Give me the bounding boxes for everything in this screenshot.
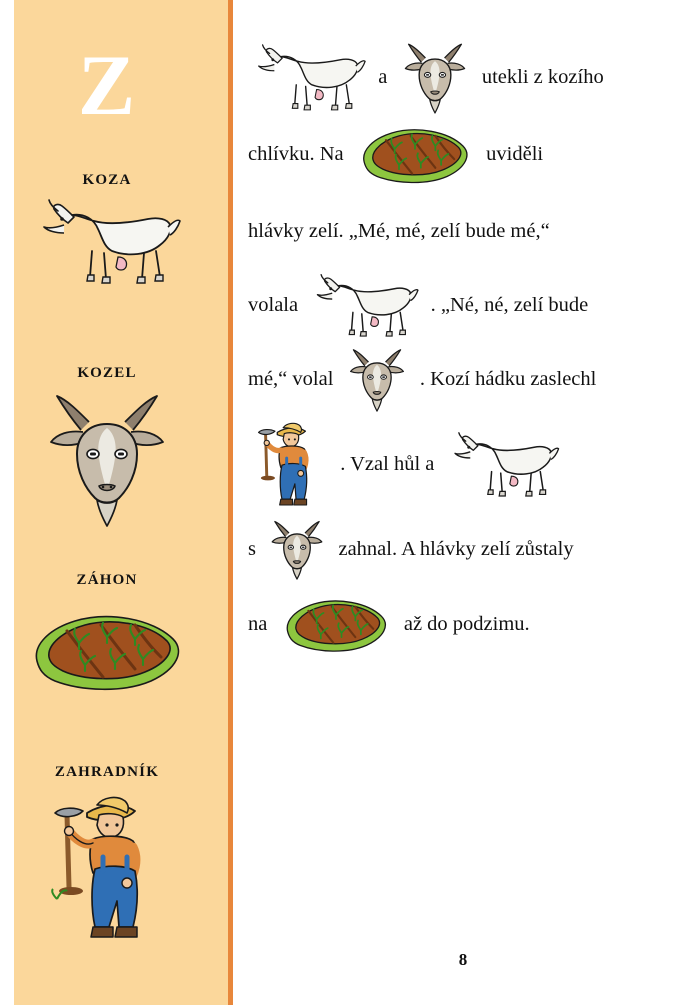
page-letter: Z: [77, 37, 137, 133]
story-text-run: zahnal. A hlávky zelí zůstaly: [328, 537, 574, 560]
story-text-run: volala: [248, 293, 309, 316]
story-text-run: uviděli: [475, 142, 544, 165]
story-line-2: [248, 114, 678, 194]
story-text-run: na: [248, 612, 278, 635]
story-line-6: [248, 416, 678, 512]
sidebar-item-label: KOZEL: [77, 365, 137, 381]
story-line-7: [248, 512, 678, 586]
story-line-4: [248, 268, 678, 342]
story-text-run: . Kozí hádku zaslechl: [409, 367, 597, 390]
goat-head-icon: [398, 40, 472, 114]
goat-head-icon: [344, 346, 410, 412]
goat-white-icon: [248, 41, 368, 113]
story-text-run: utekli z kozího: [471, 65, 604, 88]
sidebar-item-label: ZAHRADNÍK: [54, 764, 160, 780]
garden-bed-icon: [0, 595, 214, 705]
sidebar-item-label: ZÁHON: [76, 572, 138, 588]
goat-head-icon: [0, 388, 214, 528]
garden-bed-icon: [354, 114, 476, 194]
story-text-run: hlávky zelí. „Mé, mé, zelí bude mé,“: [248, 219, 550, 242]
goat-white-icon: [445, 429, 561, 499]
story-text-run: . Vzal hůl a: [330, 452, 445, 475]
sidebar-item-zahradnik: [0, 764, 214, 947]
story-line-8: [248, 586, 678, 662]
story-text-run: až do podzimu.: [393, 612, 530, 635]
story-text: [248, 40, 678, 662]
goat-white-icon: [0, 195, 214, 287]
story-line-3: [248, 194, 678, 268]
story-text-run: a: [368, 65, 398, 88]
story-text-run: s: [248, 537, 267, 560]
goat-head-icon: [266, 518, 328, 580]
gardener-icon: [0, 787, 214, 947]
story-text-run: chlívku. Na: [248, 142, 354, 165]
sidebar-item-koza: [0, 172, 214, 287]
story-line-1: [248, 40, 678, 114]
story-text-run: . „Né, né, zelí bude: [420, 293, 589, 316]
page-number: 8: [458, 950, 468, 969]
sidebar-item-kozel: [0, 365, 214, 528]
goat-white-icon: [308, 271, 420, 339]
sidebar-divider: [228, 0, 233, 1005]
garden-bed-icon: [278, 586, 394, 662]
story-line-5: [248, 342, 678, 416]
gardener-icon: [248, 417, 330, 511]
story-text-run: mé,“ volal: [248, 367, 344, 390]
sidebar-item-zahon: [0, 572, 214, 705]
sidebar-item-label: KOZA: [82, 172, 132, 188]
